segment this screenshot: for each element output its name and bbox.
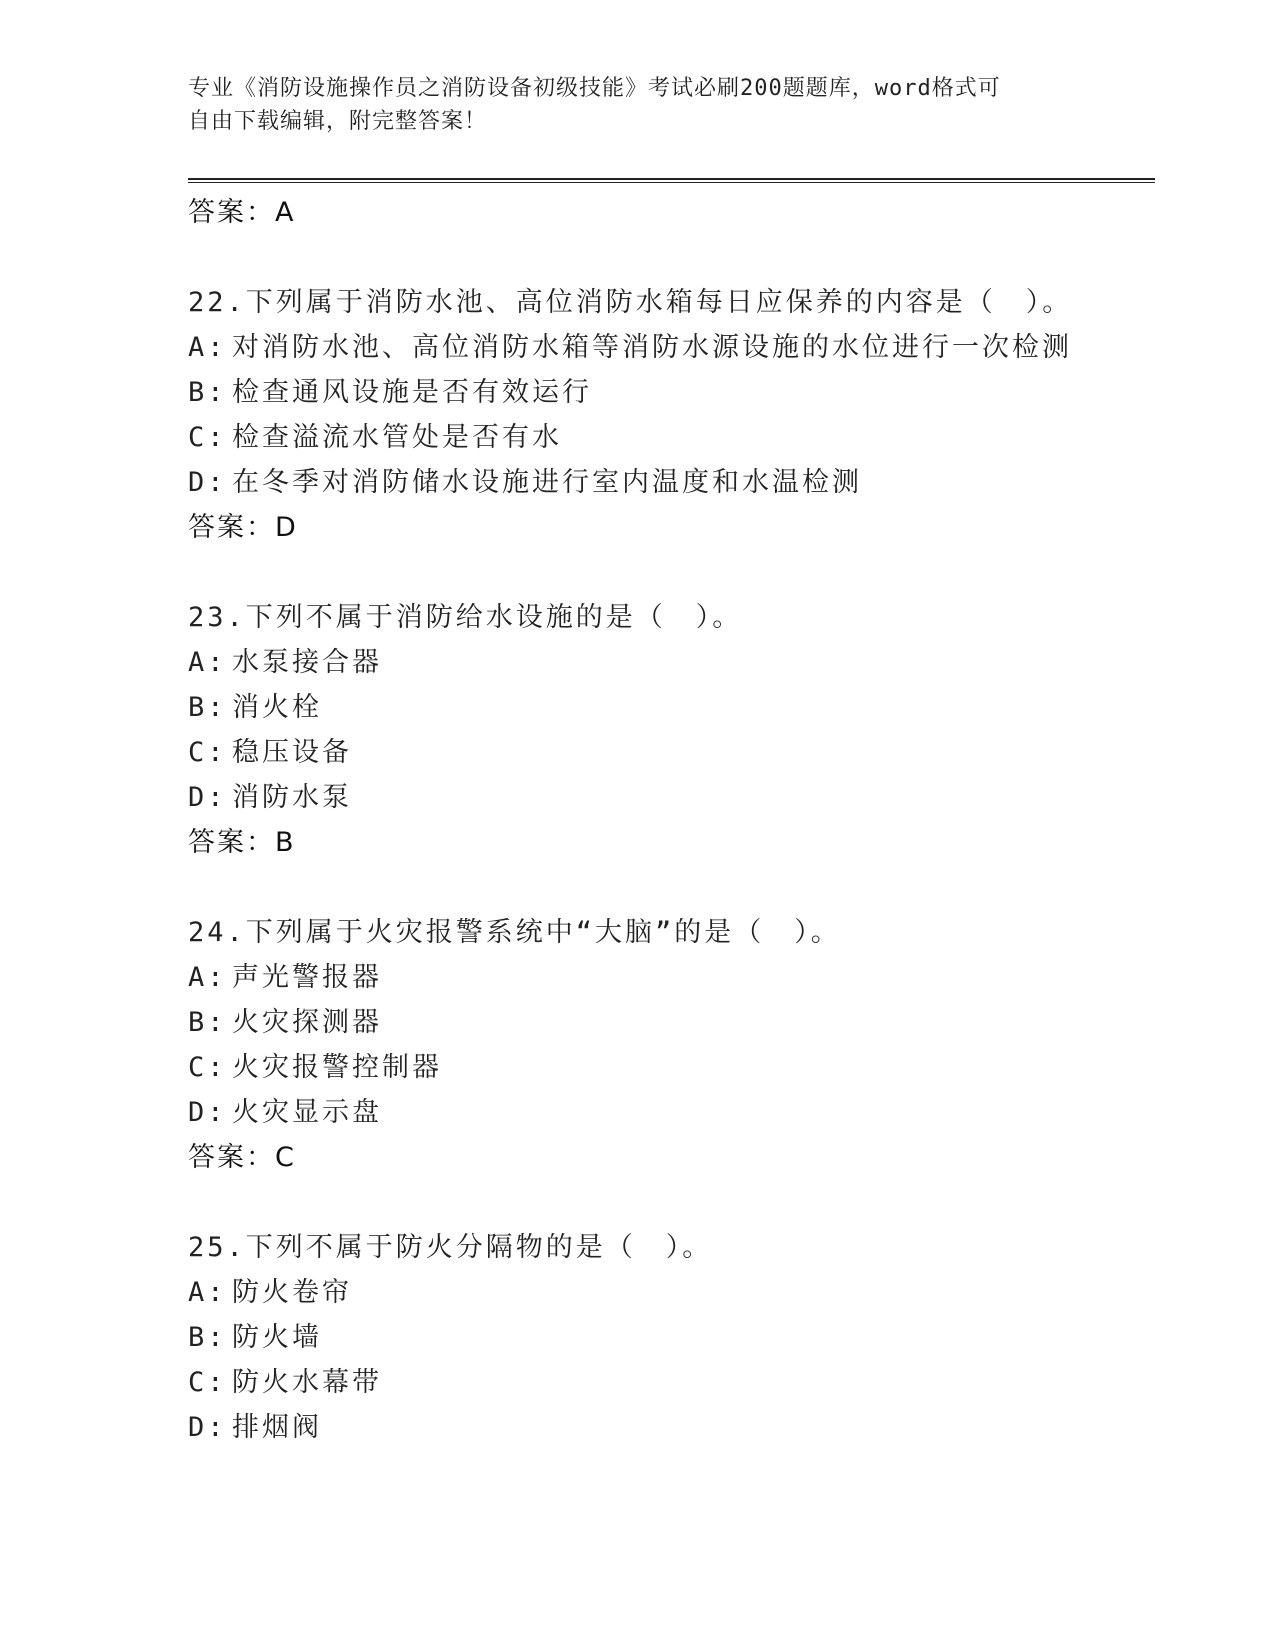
option-text: 防火水幕带 <box>232 1367 382 1398</box>
option-letter: A: <box>188 332 227 363</box>
option-text: 火灾报警控制器 <box>232 1052 442 1083</box>
option-text: 检查溢流水管处是否有水 <box>232 422 562 453</box>
question-stem: 25.下列不属于防火分隔物的是（ ）。 <box>188 1232 713 1263</box>
question-22 <box>188 280 1148 550</box>
option-letter: D: <box>188 782 227 813</box>
question-25 <box>188 1225 1148 1450</box>
option-a <box>188 955 1148 1000</box>
answer-line: 答案：B <box>188 827 296 858</box>
option-c <box>188 730 1148 775</box>
option-text: 防火卷帘 <box>232 1277 352 1308</box>
option-letter: C: <box>188 422 227 453</box>
answer-line: 答案：A <box>188 197 296 228</box>
option-letter: D: <box>188 1412 227 1443</box>
option-a <box>188 1270 1148 1315</box>
option-c <box>188 1045 1148 1090</box>
question-list <box>188 190 1148 1450</box>
option-letter: A: <box>188 1277 227 1308</box>
option-letter: C: <box>188 1367 227 1398</box>
option-text: 消火栓 <box>232 692 322 723</box>
option-letter: C: <box>188 1052 227 1083</box>
option-letter: B: <box>188 692 227 723</box>
option-text: 火灾探测器 <box>232 1007 382 1038</box>
option-text: 检查通风设施是否有效运行 <box>232 377 592 408</box>
option-text: 消防水泵 <box>232 782 352 813</box>
question-stem: 22.下列属于消防水池、高位消防水箱每日应保养的内容是（ ）。 <box>188 287 1073 318</box>
header-line-1: 专业《消防设施操作员之消防设备初级技能》考试必刷200题题库，word格式可 <box>188 76 1001 101</box>
option-text: 水泵接合器 <box>232 647 382 678</box>
answer-line: 答案：C <box>188 1142 296 1173</box>
option-text: 防火墙 <box>232 1322 322 1353</box>
option-d <box>188 1090 1148 1135</box>
option-c <box>188 1360 1148 1405</box>
option-b <box>188 370 1148 415</box>
answer-line: 答案：D <box>188 512 298 543</box>
option-letter: B: <box>188 1322 227 1353</box>
question-24 <box>188 910 1148 1180</box>
option-letter: D: <box>188 1097 227 1128</box>
option-text: 在冬季对消防储水设施进行室内温度和水温检测 <box>232 467 862 498</box>
page-header <box>188 72 1088 138</box>
question-stem: 24.下列属于火灾报警系统中“大脑”的是（ ）。 <box>188 917 841 948</box>
option-a <box>188 325 1148 370</box>
option-letter: B: <box>188 1007 227 1038</box>
option-d <box>188 1405 1148 1450</box>
question-23 <box>188 595 1148 865</box>
option-text: 声光警报器 <box>232 962 382 993</box>
option-text: 稳压设备 <box>232 737 352 768</box>
option-d <box>188 775 1148 820</box>
option-letter: B: <box>188 377 227 408</box>
option-letter: C: <box>188 737 227 768</box>
option-b <box>188 685 1148 730</box>
question-stem: 23.下列不属于消防给水设施的是（ ）。 <box>188 602 743 633</box>
option-letter: A: <box>188 647 227 678</box>
option-c <box>188 415 1148 460</box>
option-text: 火灾显示盘 <box>232 1097 382 1128</box>
option-text: 排烟阀 <box>232 1412 322 1443</box>
option-b <box>188 1000 1148 1045</box>
header-divider <box>188 178 1155 183</box>
header-line-2: 自由下载编辑，附完整答案！ <box>188 109 488 134</box>
option-letter: D: <box>188 467 227 498</box>
option-a <box>188 640 1148 685</box>
option-text: 对消防水池、高位消防水箱等消防水源设施的水位进行一次检测 <box>232 332 1072 363</box>
option-letter: A: <box>188 962 227 993</box>
option-d <box>188 460 1148 505</box>
option-b <box>188 1315 1148 1360</box>
